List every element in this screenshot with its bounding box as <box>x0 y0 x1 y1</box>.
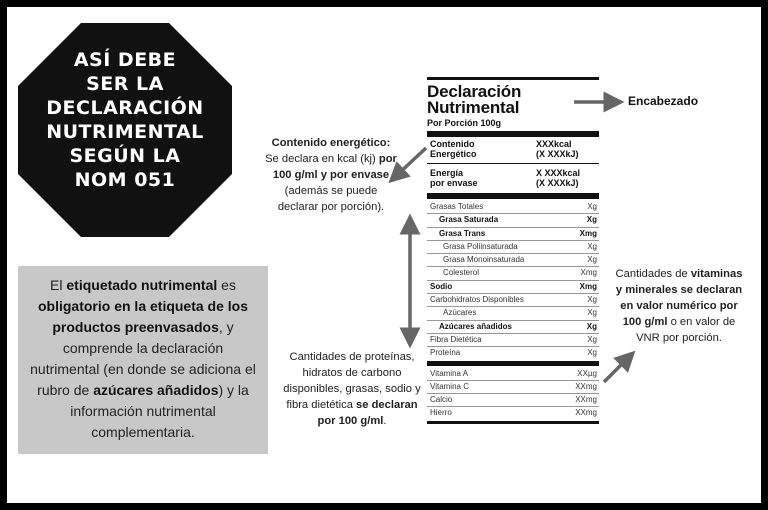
vitamins-arrow <box>604 358 628 382</box>
header-callout: Encabezado <box>628 94 699 108</box>
micro-row-name: Vitamina A <box>430 368 469 378</box>
explanation-bold: obligatorio en la etiqueta de los productos preenvasados <box>37 298 249 335</box>
octagon-line: DECLARACIÓN <box>46 97 204 119</box>
nutrient-row-value: Xg <box>587 295 597 305</box>
nutrient-row-name: Grasas Totales <box>430 202 484 211</box>
vitamins-callout-text: Cantidades de <box>615 268 691 280</box>
micro-row-name: Calcio <box>430 395 453 405</box>
energy-name: Energía por envase <box>430 168 478 188</box>
micro-row-value: XXmg <box>575 381 597 391</box>
nutrient-row-value: Xg <box>587 334 597 344</box>
nutrient-row-value: Xmg <box>580 268 597 278</box>
micro-row-value: XXmg <box>575 395 597 405</box>
nutrient-row-name: Carbohidratos Disponibles <box>430 295 524 305</box>
energy-value: XXXkcal (X XXXkJ) <box>536 139 579 159</box>
explanation-bold: azúcares añadidos <box>93 382 219 398</box>
protein-callout-bold: se declaran por 100 g/ml <box>317 399 418 427</box>
nutrient-row-value: Xmg <box>579 281 597 291</box>
energy-callout-text: Se declara en kcal (kj) <box>265 153 379 165</box>
nutrient-row-name: Grasa Poliinsaturada <box>443 241 518 251</box>
vitamins-callout-bold: vitaminas y minerales se declaran en valor numérico por 100 g/ml <box>615 268 743 328</box>
octagon-line: SER LA <box>86 73 164 95</box>
octagon-line: NOM 051 <box>74 169 176 191</box>
explanation-text: es <box>217 277 236 293</box>
label-portion: Por Porción 100g <box>427 118 502 128</box>
protein-callout-text: . <box>383 415 387 427</box>
energy-arrow <box>396 148 426 176</box>
nutrient-row-value: Xg <box>587 241 597 251</box>
micro-row-name: Hierro <box>430 408 452 418</box>
nutrient-row-name: Grasa Trans <box>439 228 486 238</box>
nutrient-row-value: Xmg <box>579 228 597 238</box>
explanation-text: , y comprende la declaración nutrimental (en donde se adiciona el rubro de <box>30 319 256 398</box>
octagon-line: NUTRIMENTAL <box>46 121 204 143</box>
nutrient-row-name: Fibra Dietética <box>430 334 482 344</box>
energy-callout-text: (además se puede declarar por porción). <box>277 185 385 213</box>
micro-row-value: XXµg <box>577 368 597 378</box>
label-title-line: Nutrimental <box>427 98 520 117</box>
nutrient-row-value: Xg <box>586 215 597 225</box>
nutrient-row-value: Xg <box>587 255 597 265</box>
label-title-line: Declaración <box>427 82 522 101</box>
explanation-text: ) y la información nutrimental complementaria. <box>70 382 249 440</box>
octagon-line: ASÍ DEBE <box>73 49 177 71</box>
octagon-line: SEGÚN LA <box>69 145 181 167</box>
energy-value: X XXXkcal (X XXXkJ) <box>536 168 581 188</box>
explanation-text: El <box>50 277 67 293</box>
micro-row-value: XXmg <box>575 408 597 418</box>
nutrient-row-name: Sodio <box>430 281 453 291</box>
nutrient-row-name: Azúcares <box>443 308 477 318</box>
nutrient-row-value: Xg <box>587 308 597 318</box>
vitamins-callout-text: o en valor de VNR por porción. <box>636 316 736 344</box>
nutrient-row-name: Grasa Saturada <box>439 215 499 225</box>
energy-callout-bold: por 100 g/ml y por envase <box>272 153 397 181</box>
nutrient-row-name: Proteína <box>430 348 461 358</box>
nutrient-row-name: Colesterol <box>443 268 480 278</box>
energy-callout-title: Contenido energético: <box>271 137 391 149</box>
energy-name: Contenido Energético <box>430 139 477 159</box>
nutrient-row-name: Azúcares añadidos <box>439 321 512 331</box>
nutrient-row-value: Xg <box>586 321 597 331</box>
nutrient-row-value: Xg <box>587 202 597 211</box>
nutrient-row-name: Grasa Monoinsaturada <box>443 255 525 265</box>
nutrient-row-value: Xg <box>587 348 597 358</box>
explanation-bold: etiquetado nutrimental <box>66 277 218 293</box>
protein-callout-text: Cantidades de proteínas, hidratos de carbono disponibles, grasas, sodio y fibra dietética <box>283 351 421 411</box>
micro-row-name: Vitamina C <box>430 381 469 391</box>
